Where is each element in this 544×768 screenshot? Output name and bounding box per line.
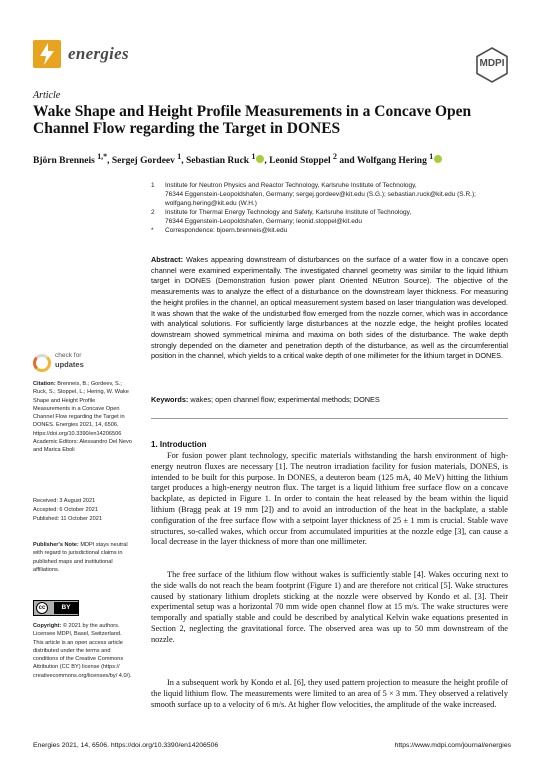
- footer-citation[interactable]: Energies 2021, 14, 6506. https://doi.org/10.3390/en14206506: [33, 742, 219, 749]
- check-updates-icon: [33, 354, 51, 372]
- affiliation-line: Institute for Thermal Energy Technology and Safety, Karlsruhe Institute of Technology,: [165, 208, 412, 216]
- correspondence: Correspondence: bjoern.brenneis@kit.edu: [165, 226, 288, 234]
- publisher-note: [33, 541, 133, 574]
- author-affil-marker: 2: [333, 152, 337, 161]
- keywords-text: wakes; open channel flow; experimental methods; DONES: [190, 395, 380, 404]
- author-affil-marker: 1: [177, 152, 182, 161]
- mdpi-logo: [474, 47, 510, 83]
- citation: [33, 380, 133, 438]
- keywords-label: Keywords:: [151, 395, 189, 404]
- author-affil-marker: 1: [429, 152, 434, 161]
- check-updates-line2: updates: [55, 360, 84, 369]
- paper-title: Wake Shape and Height Profile Measurements in a Concave Open Channel Flow regarding the Target in DONES: [33, 103, 472, 137]
- by-icon: BY: [54, 602, 78, 614]
- affiliation-number: 1: [151, 182, 155, 189]
- orcid-icon[interactable]: [434, 155, 442, 163]
- paragraph: [151, 678, 508, 710]
- author: Leonid Stoppel: [269, 156, 331, 167]
- affiliation-line: Institute for Neutron Physics and Reactor Technology, Karlsruhe Institute of Technology,: [165, 182, 417, 189]
- affiliation: [151, 209, 506, 227]
- keywords: [151, 395, 508, 404]
- author: Sebastian Ruck: [185, 156, 250, 167]
- accepted-date: Accepted: 6 October 2021: [33, 507, 98, 513]
- cc-by-license-badge[interactable]: [33, 600, 79, 616]
- author-list: Björn Brenneis $^{1,*}$, Sergej Gordeev $^1$, Sebastian Ruck $^1$ , Leonid Stoppel $^2$ and Wolfgang Hering $^1$: [33, 152, 513, 166]
- check-updates-line1: check for: [55, 352, 82, 359]
- author-affil-marker: 1,*: [97, 152, 108, 161]
- publisher-note-label: Publisher's Note:: [33, 542, 79, 548]
- affiliation: [151, 182, 506, 209]
- copyright-text: © 2021 by the authors. Licensee MDPI, Basel, Switzerland. This article is an open access article distributed under the terms and conditions of the Creative Commons Attribution (CC BY) license (https:// creativecommons.org/licenses/by/ 4.0/).: [33, 623, 132, 679]
- paragraph: [151, 570, 508, 646]
- academic-editors: Academic Editors: Alessandro Del Nevo and Marica Eboli: [33, 439, 132, 454]
- published-date: Published: 11 October 2021: [33, 516, 102, 522]
- abstract-text: Wakes appearing downstream of disturbances on the surface of a water flow in a concave open channel were examined experimentally. The investigated channel geometry was similar to the liquid lithium target in DONES (Demonstration fusion power plant Oriented NEutron Source). The objective of the measurements was to analyze the effect of a disturbance on the downstream layer thickness. For measuring the height profiles in the channel, an optical measurement system based on laser triangulation was developed. It was shown that the wake of the undisturbed flow emerged from the nozzle corner, which was in accordance with analytical solutions. For sufficiently large disturbances at the nozzle edge, the height profiles located downstream showed symmetrical minima and maxima on both sides of the disturbance. The wake depth strongly depended on the diameter and penetration depth of the disturbance, as well as the circumferential position in the channel, which yields to a critical wake depth of one millimeter for the lithium target in DONES.: [151, 255, 508, 361]
- divider: [151, 418, 508, 419]
- affiliation-line: wolfgang.hering@kit.edu (W.H.): [165, 199, 257, 207]
- paragraph-text: The free surface of the lithium flow without wakes is sufficiently stable [4]. Wakes occuring next to the side walls do not reach the beam footprint (Figure 1) and are therefore not critical [5]. Wake structures caused by stationary lithium droplets sticking at the nozzle were observed by Kondo et al. [3]. Their experimental setup was a horizontal 70 mm wide open channel flow at 15 m/s. The wake structures were temporally and spatially stable and could be described by analytical Kelvin wake equations presented in Section 2, neglecting the gravitational force. The observed area was up to 50 mm downstream of the nozzle.: [151, 570, 508, 644]
- cc-icon: cc: [36, 602, 48, 614]
- citation-label: Citation:: [33, 381, 56, 387]
- section-heading: 1. Introduction: [151, 440, 207, 449]
- received-date: Received: 3 August 2021: [33, 498, 96, 504]
- affiliation-text: [165, 209, 411, 227]
- paragraph-text: In a subsequent work by Kondo et al. [6], they used pattern projection to measure the height profile of the liquid lithium flow. The measurements were limited to an area of 5 × 3 mm. They observed a relatively smooth surface up to a velocity of 6 m/s. At higher flow velocities, the amplitude of the wake increased.: [151, 678, 508, 709]
- citation-text: Brenneis, B.; Gordeev, S.; Ruck, S.; Stoppel, L.; Hering, W. Wake Shape and Height Profile Measurements in a Concave Open Channel Flow regarding the Target in DONES. Energies 2021, 14, 6506. https://doi.org/10.3390/en14206506: [33, 381, 129, 437]
- publisher-note-text: MDPI stays neutral with regard to jurisdictional claims in published maps and institutional affiliations.: [33, 542, 128, 573]
- abstract: [151, 255, 508, 362]
- affiliation-number: *: [151, 226, 154, 234]
- copyright: [33, 622, 133, 680]
- affiliation-line: 76344 Eggenstein-Leopoldshafen, Germany; leonid.stoppel@kit.edu: [165, 217, 363, 225]
- affiliations: [151, 182, 506, 235]
- publisher-name: MDPI: [479, 58, 505, 69]
- author: Sergej Gordeev: [111, 156, 175, 167]
- journal-name: energies: [68, 44, 129, 63]
- paragraph: [151, 451, 508, 548]
- affiliation-line: 76344 Eggenstein-Leopoldshafen, Germany; sergej.gordeev@kit.edu (S.G.); sebastian.ruck@kit.edu (S.R.);: [165, 190, 476, 198]
- check-for-updates-button[interactable]: [33, 352, 91, 382]
- author-affil-marker: 1: [251, 152, 256, 161]
- affiliation-number: 2: [151, 208, 155, 216]
- article-type: Article: [33, 90, 61, 101]
- journal-logo: [33, 40, 61, 68]
- author: Björn Brenneis: [33, 156, 95, 167]
- affiliation-text: [165, 182, 476, 209]
- paragraph-text: For fusion power plant technology, specific materials withstanding the harsh environment of high-energy neutron fluxes are necessary [1]. The neutron irradiation facility for fusion materials, DONES, is intended to be built for this purpose. In DONES, a deuteron beam (125 mA, 40 MeV) hitting the lithium target produces a high-energy neutron flux. The target is a liquid lithium free surface flow on a concave backplate, as depicted in Figure 1. In order to contain the heat released by the beam within the liquid lithium (Bragg peak at 19 mm [2]) and to avoid an introduction of the heat in the backplate, a stable configuration of the free surface flow with a setpoint layer thickness of 25 ± 1 mm is crucial. Stable wave structures, so-called wakes, which occur from accumulated impurities at the nozzle edge [3], can cause a local decrease in the layer thickness of more than one millimeter.: [151, 451, 508, 547]
- affiliation: [151, 227, 506, 236]
- abstract-label: Abstract:: [151, 255, 184, 264]
- author: Wolfgang Hering: [356, 156, 427, 167]
- copyright-label: Copyright:: [33, 623, 62, 629]
- orcid-icon[interactable]: [256, 155, 264, 163]
- footer-journal-link[interactable]: https://www.mdpi.com/journal/energies: [394, 742, 511, 749]
